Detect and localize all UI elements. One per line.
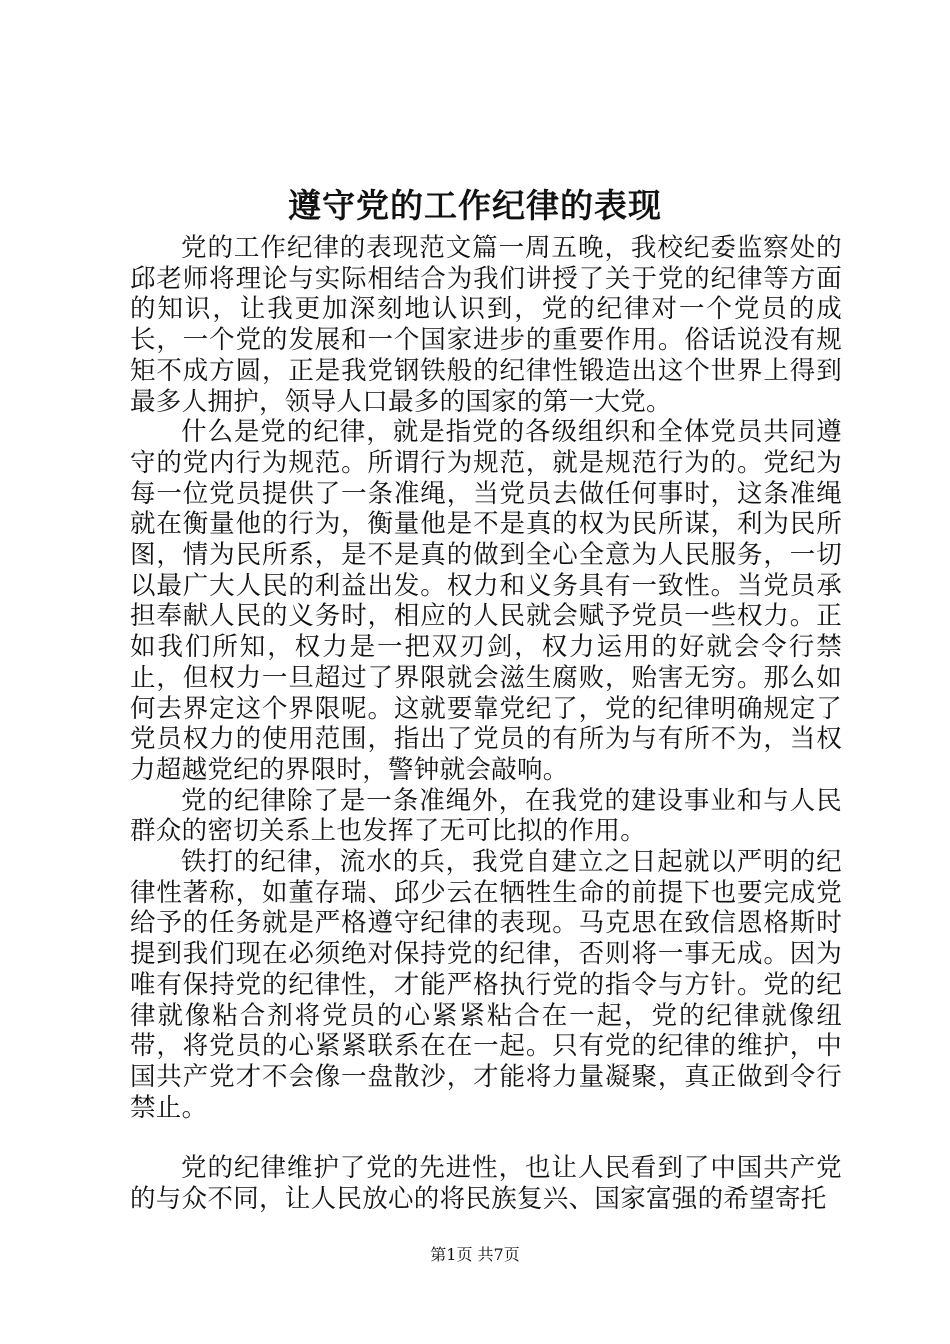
paragraph-3: 党的纪律除了是一条准绳外，在我党的建设事业和与人民群众的密切关系上也发挥了无可比拟的作用。 [130,785,842,847]
document-body [130,233,842,1215]
page-footer: 第1页 共7页 [430,1245,520,1264]
document-title: 遵守党的工作纪律的表现 [288,186,662,225]
paragraph-2: 什么是党的纪律，就是指党的各级组织和全体党员共同遵守的党内行为规范。所谓行为规范，就是规范行为的。党纪为每一位党员提供了一条准绳，当党员去做任何事时，这条准绳就在衡量他的行为，衡量他是不是真的权为民所谋，利为民所图，情为民所系，是不是真的做到全心全意为人民服务，一切以最广大人民的利益出发。权力和义务具有一致性。当党员承担奉献人民的义务时，相应的人民就会赋予党员一些权力。正如我们所知，权力是一把双刃剑，权力运用的好就会令行禁止，但权力一旦超过了界限就会滋生腐败，贻害无穷。那么如何去界定这个界限呢。这就要靠党纪了，党的纪律明确规定了党员权力的使用范围，指出了党员的有所为与有所不为，当权力超越党纪的界限时，警钟就会敲响。 [130,417,842,785]
paragraph-1: 党的工作纪律的表现范文篇一周五晚，我校纪委监察处的邱老师将理论与实际相结合为我们讲授了关于党的纪律等方面的知识，让我更加深刻地认识到，党的纪律对一个党员的成长，一个党的发展和一个国家进步的重要作用。俗话说没有规矩不成方圆，正是我党钢铁般的纪律性锻造出这个世界上得到最多人拥护，领导人口最多的国家的第一大党。 [130,233,842,417]
paragraph-5: 党的纪律维护了党的先进性，也让人民看到了中国共产党的与众不同，让人民放心的将民族复兴、国家富强的希望寄托 [130,1153,842,1215]
paragraph-4: 铁打的纪律，流水的兵，我党自建立之日起就以严明的纪律性著称，如董存瑞、邱少云在牺牲生命的前提下也要完成党给予的任务就是严格遵守纪律的表现。马克思在致信恩格斯时提到我们现在必须绝对保持党的纪律，否则将一事无成。因为唯有保持党的纪律性，才能严格执行党的指令与方针。党的纪律就像粘合剂将党员的心紧紧粘合在一起，党的纪律就像纽带，将党员的心紧紧联系在在一起。只有党的纪律的维护，中国共产党才不会像一盘散沙，才能将力量凝聚，真正做到令行禁止。 [130,847,842,1123]
